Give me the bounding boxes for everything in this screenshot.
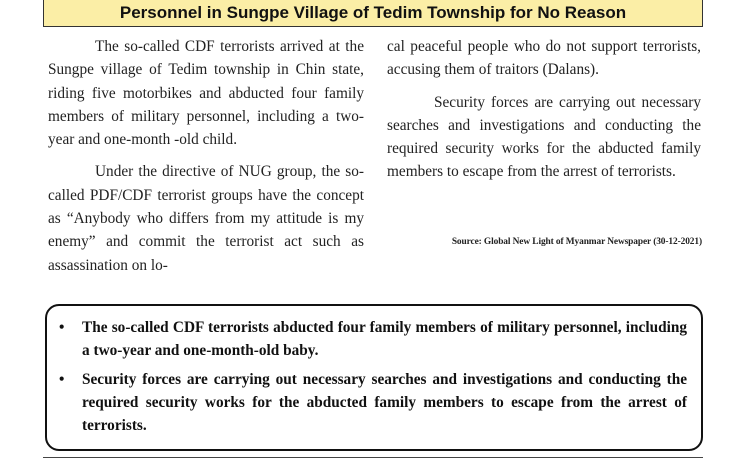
article-paragraph: Under the directive of NUG group, the so-called PDF/CDF terrorist groups have the concept as “Anybody who differs from my attitude is my enemy” and commit the terrorist act such as assassination on lo- [48,163,364,274]
summary-item-text: The so-called CDF terrorists abducted four family members of military personnel, including a two-year and one-month-old baby. [82,319,687,359]
bullet-icon: • [59,319,65,336]
article-paragraph: The so-called CDF terrorists arrived at the Sungpe village of Tedim township in Chin state, riding five motorbikes and abducted four family members of military personnel, including a two-year and one-month -old child. [48,38,364,149]
summary-list [59,316,687,437]
summary-item [59,316,687,362]
summary-item-text: Security forces are carrying out necessary searches and investigations and conducting the required security works for the abducted family members to escape from the arrest of terrorists. [82,371,687,434]
summary-box [45,304,703,451]
bullet-icon: • [59,371,65,388]
article-right-column [387,35,701,184]
article-paragraph: Security forces are carrying out necessary searches and investigations and conducting the required security works for the abducted family members to escape from the arrest of terrorists. [387,93,701,181]
article-paragraph-continued: cal peaceful people who do not support terrorists, accusing them of traitors (Dalans). [387,38,701,79]
source-credit: Source: Global New Light of Myanmar Newspaper (30-12-2021) [451,237,702,247]
headline-title: Personnel in Sungpe Village of Tedim Township for No Reason [119,3,627,22]
headline-banner [43,0,703,27]
bottom-divider [43,457,703,458]
summary-item [59,368,687,437]
article-left-column [48,35,364,277]
